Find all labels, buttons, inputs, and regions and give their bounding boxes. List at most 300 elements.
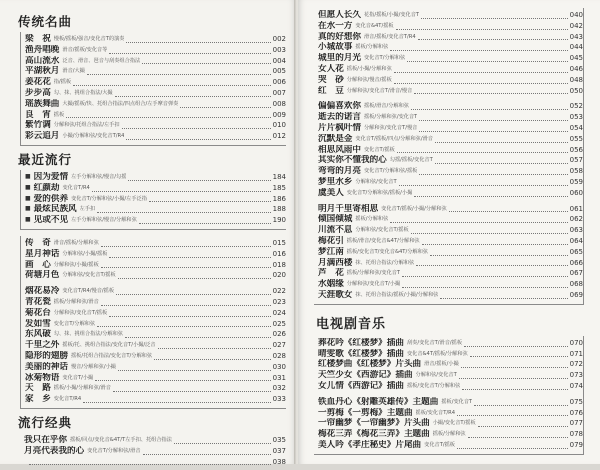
- leader-dots: [435, 163, 568, 164]
- toc-entry-note: 变化音T/摇板/小撮/分解和弦: [381, 205, 447, 212]
- toc-entry-page: 046: [569, 64, 583, 73]
- toc-entry-page: 042: [569, 21, 583, 30]
- bullet-icon: ■: [25, 183, 31, 191]
- leader-dots: [468, 437, 568, 438]
- toc-entry-title: 爱的供养: [33, 193, 69, 204]
- leader-dots: [149, 201, 271, 202]
- toc-entry-title: 明月千里寄相思: [318, 203, 379, 214]
- toc-entry-note: 摇板/小撮/分解和弦/滑音: [53, 385, 111, 392]
- toc-entry-page: 186: [272, 194, 286, 203]
- toc-entry-page: 056: [569, 145, 583, 154]
- toc-entry-page: 031: [272, 373, 286, 382]
- toc-entry-page: 072: [569, 360, 583, 369]
- toc-entry-page: 058: [569, 167, 583, 176]
- toc-entry-page: 003: [272, 45, 286, 54]
- toc-entry-note: 指/摇板: [53, 79, 72, 86]
- toc-entry-page: 052: [569, 102, 583, 111]
- toc-entry: [21, 270, 286, 281]
- toc-entry: [314, 290, 583, 301]
- toc-entry: [314, 225, 583, 236]
- toc-entry: [314, 247, 583, 258]
- toc-entry-title: 川流不息: [318, 225, 353, 236]
- toc-entry: [314, 177, 583, 188]
- toc-entry-note: 分解和弦/托组合指法/左手扣: [53, 122, 120, 129]
- toc-entry: [314, 188, 583, 199]
- toc-entry-page: 077: [569, 419, 583, 428]
- toc-entry-page: 188: [272, 205, 286, 214]
- toc-entry-note: 滑音/摇板/变化音等: [62, 46, 108, 53]
- toc-entry: [314, 204, 583, 215]
- toc-entry: [314, 338, 583, 349]
- toc-entry: [21, 319, 286, 330]
- toc-entry-page: 015: [272, 238, 286, 247]
- toc-entry-page: 025: [272, 319, 286, 328]
- toc-entry-note: 摇板/托、挑组合指法/变化音T/小撮/泛音: [62, 342, 156, 349]
- toc-entry-note: 分解和弦/变化音T: [415, 372, 457, 379]
- leader-dots: [422, 244, 568, 245]
- toc-entry: [21, 204, 286, 215]
- leader-dots: [478, 426, 568, 427]
- leader-dots: [399, 185, 568, 186]
- toc-entry: [314, 429, 583, 440]
- toc-entry: [20, 457, 286, 468]
- toc-entry-title: 弯弯的月亮: [318, 166, 361, 177]
- toc-entry-note: 变化音T/分解和弦/摇板: [363, 168, 418, 175]
- toc-entry-page: 020: [272, 271, 286, 280]
- toc-entry-title: 女儿情《西游记》插曲: [318, 380, 404, 391]
- leader-dots: [139, 223, 271, 224]
- toc-entry-note: 花指/摇板/小撮/变化音T: [363, 12, 420, 18]
- toc-entry-title: 红楼梦曲《红楼梦》片头曲: [318, 359, 422, 370]
- toc-entry-page: 005: [272, 67, 286, 76]
- toc-entry-note: 摇板/变化音T/R4: [415, 409, 456, 416]
- leader-dots: [419, 120, 567, 121]
- toc-entry: [21, 394, 286, 405]
- toc-entry-page: 033: [272, 395, 286, 404]
- leader-dots: [126, 42, 270, 43]
- toc-entry-note: 摇板/小撮/分解和弦: [346, 65, 392, 72]
- toc-entry: [314, 268, 583, 279]
- toc-entry-title: 青花瓷: [25, 296, 51, 307]
- leader-dots: [459, 378, 568, 379]
- toc-entry-title: 发如雪: [25, 318, 51, 329]
- toc-entry-title: 沉默是金: [318, 133, 353, 144]
- toc-entry-note: 分解和弦/小撮/摇板: [53, 261, 99, 268]
- toc-entry-page: 027: [272, 341, 286, 350]
- toc-entry-title: 梅花引: [318, 235, 344, 246]
- toc-entry-title: 东风破: [25, 329, 51, 340]
- toc-entry-note: 大撮/摇板/快、托组合指法/四点组合/左手摩音弹奏: [62, 100, 179, 107]
- toc-entry: [314, 408, 583, 419]
- leader-dots: [414, 196, 567, 197]
- leader-dots: [87, 74, 271, 75]
- toc-entry-page: 076: [569, 408, 583, 417]
- leader-dots: [470, 356, 568, 357]
- leader-dots: [397, 152, 568, 153]
- toc-entry-page: 079: [569, 440, 583, 449]
- toc-group: [20, 236, 286, 409]
- section-title: 最近流行: [18, 151, 73, 167]
- toc-entry: [314, 134, 583, 145]
- toc-entry: [314, 418, 583, 429]
- leader-dots: [158, 348, 271, 349]
- bullet-icon: ■: [25, 216, 31, 224]
- toc-entry-note: 摇板/分解和弦/变化音T: [363, 114, 418, 121]
- toc-entry-page: 009: [272, 110, 286, 119]
- toc-entry-note: 慢板/摇板/强音/变化音T的演奏: [53, 36, 125, 42]
- toc-entry-title: 红 豆: [318, 85, 344, 96]
- toc-entry: [314, 86, 583, 97]
- leader-dots: [109, 53, 270, 54]
- bullet-icon: ■: [25, 194, 31, 202]
- toc-entry: [21, 340, 286, 351]
- toc-entry-note: 分解和弦/变化音T: [355, 178, 397, 185]
- toc-entry-page: 057: [569, 156, 583, 165]
- toc-entry-page: 078: [569, 430, 583, 439]
- toc-entry-title: 瑶族舞曲: [25, 98, 60, 109]
- toc-entry-note: 勾、抹、挑组合指法/大撮: [53, 89, 113, 96]
- leader-dots: [449, 211, 568, 212]
- toc-entry-title: 因为爱情: [33, 171, 69, 182]
- toc-entry-title: 逝去的诺言: [318, 112, 361, 123]
- toc-entry-title: 真的好想你: [318, 31, 361, 42]
- toc-entry-title: 一剪梅《一剪梅》主题曲: [318, 407, 413, 418]
- toc-entry-page: 022: [272, 287, 286, 296]
- toc-entry-note: 变化音T/R4/慢音/摇板: [62, 288, 115, 295]
- toc-entry-page: 068: [569, 280, 583, 289]
- toc-entry-page: 063: [569, 226, 583, 235]
- toc-entry: [21, 308, 286, 319]
- left-page: [0, 0, 296, 464]
- toc-entry: [314, 349, 583, 360]
- toc-entry: [21, 120, 286, 131]
- toc-entry: [314, 155, 583, 166]
- leader-dots: [95, 380, 270, 381]
- leader-dots: [109, 316, 270, 317]
- toc-group: [20, 32, 286, 146]
- toc-entry: [21, 34, 286, 45]
- toc-entry-title: 月亮代表我的心: [24, 445, 85, 456]
- toc-entry-note: 刮奏/变化音T/滑音/摇板: [406, 339, 463, 346]
- toc-entry-title: 小城故事: [318, 42, 353, 53]
- leader-dots: [142, 63, 270, 64]
- toc-entry: [314, 258, 583, 269]
- toc-entry: [21, 77, 286, 88]
- toc-entry-page: 061: [569, 204, 583, 213]
- leader-dots: [407, 61, 567, 62]
- toc-entry-title: 芦 花: [318, 268, 344, 279]
- leader-dots: [390, 222, 567, 223]
- toc-entry-title: 美丽的神话: [25, 361, 68, 372]
- toc-entry-note: 摇板/变化音T/变化音&4T/分解和弦: [346, 248, 428, 255]
- toc-entry-title: 姜花花: [25, 77, 51, 88]
- toc-entry: [21, 172, 286, 183]
- toc-entry-title: 美人吟《孝庄秘史》片尾曲: [318, 439, 422, 450]
- leader-dots: [440, 298, 567, 299]
- toc-entry-title: 但愿人长久: [318, 10, 361, 20]
- toc-entry-title: 平湖秋月: [25, 66, 60, 77]
- toc-entry-note: 分解和弦/变化音T/摇板: [53, 309, 108, 316]
- toc-entry-title: 倾国倾城: [318, 214, 353, 225]
- leader-dots: [457, 415, 568, 416]
- toc-entry-title: 城里的月光: [318, 53, 361, 64]
- toc-entry-page: 185: [272, 183, 286, 192]
- section-title: 流行经典: [18, 414, 73, 430]
- toc-entry-page: 066: [569, 258, 583, 267]
- toc-entry-page: 040: [569, 11, 583, 19]
- toc-entry-title: 晴雯歌《红楼梦》插曲: [318, 348, 404, 359]
- toc-entry-note: 左手扣: [79, 206, 96, 213]
- toc-entry-note: 摇板/变化音T: [441, 398, 473, 405]
- toc-entry: [21, 286, 286, 297]
- toc-entry-note: 摇板/分解和弦: [432, 431, 466, 438]
- leader-dots: [416, 265, 567, 266]
- toc-entry-page: 024: [272, 308, 286, 317]
- toc-entry-note: 摇板/滑音/分解和弦: [363, 103, 409, 110]
- toc-entry-page: 053: [569, 113, 583, 122]
- leader-dots: [394, 72, 568, 73]
- toc-entry: [21, 66, 286, 77]
- toc-entry-note: 摇板/分解和弦: [355, 44, 389, 51]
- toc-entry-title: 千里之外: [25, 340, 60, 351]
- toc-entry: [314, 397, 583, 408]
- leader-dots: [421, 18, 568, 19]
- leader-dots: [394, 83, 568, 84]
- toc-entry-note: 摇板: [53, 111, 65, 118]
- toc-entry-note: 摇板/变化音T/分解和弦: [406, 382, 461, 389]
- toc-entry-note: 勾、抹、挑组合指法/分解和弦: [53, 331, 123, 338]
- toc-entry-title: 红颜劫: [33, 182, 60, 193]
- toc-entry-title: 铁血丹心《射雕英雄传》主题曲: [318, 396, 439, 407]
- toc-entry-title: 在水一方: [318, 20, 353, 31]
- toc-entry: [314, 42, 583, 53]
- leader-dots: [128, 180, 270, 181]
- toc-group: [314, 8, 584, 305]
- toc-entry: [21, 249, 286, 260]
- toc-entry-note: 分解和弦/变化音T/摇板: [355, 227, 409, 234]
- toc-entry: [314, 359, 583, 370]
- toc-entry: [314, 145, 583, 156]
- toc-entry-title: 片片枫叶情: [318, 122, 361, 133]
- leader-dots: [390, 50, 567, 51]
- toc-entry-title: 画 心: [25, 259, 51, 270]
- toc-entry-title: 天竺少女《西游记》插曲: [318, 370, 413, 381]
- toc-entry-title: 见或不见: [33, 215, 69, 226]
- toc-entry-title: 最炫民族风: [33, 204, 77, 215]
- toc-entry: [314, 214, 583, 225]
- toc-entry-title: 葬花吟《红楼梦》插曲: [318, 337, 404, 348]
- toc-entry-title: 偏偏喜欢你: [318, 101, 361, 112]
- toc-entry-note: 抹、托组合指法/摇板/小撮/分解和弦: [355, 291, 439, 298]
- toc-entry-note: 摇板/分解和弦/变化音T: [346, 270, 401, 277]
- toc-entry-note: 勾摇/摇板/变化音T: [389, 157, 433, 164]
- leader-dots: [101, 246, 271, 247]
- toc-entry: [21, 362, 286, 373]
- leader-dots: [101, 305, 271, 306]
- toc-entry-note: 小撮/变化音T/摇板: [432, 420, 476, 427]
- leader-dots: [402, 276, 567, 277]
- toc-entry-title: 月满西楼: [318, 257, 353, 268]
- toc-entry-page: 190: [272, 216, 286, 225]
- toc-entry: [20, 446, 286, 457]
- toc-entry-page: 008: [272, 99, 286, 108]
- toc-entry-page: 074: [569, 381, 583, 390]
- toc-entry: [21, 215, 286, 226]
- leader-dots: [174, 443, 271, 444]
- toc-entry-note: 抹、托组合指法/分解和弦: [355, 259, 415, 266]
- leader-dots: [154, 359, 271, 360]
- toc-entry-note: 分解和弦/变化音T/滑音/慢音: [346, 87, 413, 94]
- toc-entry-page: 054: [569, 123, 583, 132]
- toc-entry-title: 虞美人: [318, 187, 344, 198]
- toc-entry-title: 梁 祝: [25, 34, 51, 44]
- toc-entry-note: 变化音T/分解和弦/摇板/小撮: [346, 189, 413, 196]
- toc-entry-page: 073: [569, 371, 583, 380]
- leader-dots: [419, 174, 567, 175]
- leader-dots: [435, 142, 568, 143]
- toc-entry: [314, 75, 583, 86]
- toc-entry-title: 相思风雨中: [318, 144, 361, 155]
- toc-entry-note: 变化音T/R4: [53, 396, 82, 403]
- leader-dots: [143, 454, 271, 455]
- toc-entry-note: 滑音/摇板/小撮: [424, 361, 459, 368]
- leader-dots: [464, 346, 568, 347]
- toc-entry-page: 075: [569, 397, 583, 406]
- toc-entry-note: 变化音T/摇板: [424, 441, 455, 448]
- right-page: [298, 0, 600, 464]
- toc-entry-page: 069: [569, 290, 583, 299]
- toc-entry-page: 028: [272, 351, 286, 360]
- toc-entry-page: 048: [569, 75, 583, 84]
- toc-entry: [314, 101, 583, 112]
- toc-group: [314, 336, 584, 455]
- toc-entry-page: 055: [569, 134, 583, 143]
- toc-entry-title: 良 宵: [25, 109, 51, 120]
- toc-entry-title: 隐形的翅膀: [25, 350, 68, 361]
- leader-dots: [419, 131, 567, 132]
- leader-dots: [418, 39, 568, 40]
- toc-entry: [314, 279, 583, 290]
- toc-entry-note: 变化音T/小撮: [62, 374, 94, 381]
- leader-dots: [97, 212, 270, 213]
- toc-entry: [314, 21, 583, 32]
- leader-dots: [180, 107, 270, 108]
- toc-entry-note: 滑音/大撮: [62, 68, 85, 75]
- toc-entry-note: 变化音T/摇板: [363, 146, 395, 153]
- toc-entry-page: 035: [272, 435, 286, 444]
- toc-entry: [314, 112, 583, 123]
- toc-entry-note: 变化音T/摇板/四点/分解和弦/滑音: [355, 135, 433, 142]
- toc-entry: [21, 131, 286, 142]
- toc-entry-page: 062: [569, 215, 583, 224]
- leader-dots: [109, 257, 270, 258]
- toc-entry-page: 032: [272, 384, 286, 393]
- toc-entry-page: 002: [272, 35, 286, 43]
- section-title: 电视剧音乐: [316, 316, 387, 332]
- leader-dots: [402, 287, 567, 288]
- leader-dots: [457, 448, 568, 449]
- toc-entry: [20, 435, 286, 446]
- toc-entry-page: 045: [569, 54, 583, 63]
- toc-entry: [314, 10, 583, 21]
- toc-entry-page: 071: [569, 349, 583, 358]
- toc-entry-title: 其实你不懂我的心: [318, 155, 387, 166]
- toc-entry-page: 007: [272, 88, 286, 97]
- toc-entry: [314, 166, 583, 177]
- toc-entry: [21, 88, 286, 99]
- toc-entry-note: 左手分解和弦/慢音/勾摇: [71, 173, 127, 180]
- toc-entry-note: 变化音T/R4: [62, 184, 90, 191]
- leader-dots: [430, 255, 568, 256]
- toc-entry: [21, 194, 286, 205]
- leader-dots: [83, 402, 270, 403]
- leader-dots: [113, 391, 271, 392]
- toc-entry-title: 冰菊物语: [25, 372, 60, 383]
- toc-entry: [314, 236, 583, 247]
- toc-entry-note: 分解和弦/变化音T/摇板: [62, 272, 116, 279]
- toc-entry-page: 060: [569, 188, 583, 197]
- toc-entry-page: 067: [569, 269, 583, 278]
- toc-entry-note: 左手分解和弦/慢音/分解和弦: [71, 217, 137, 224]
- toc-entry-note: 泛音、滑音、琶音与刮奏组合指法: [62, 57, 141, 64]
- toc-entry-note: 滑音/摇板/变化音T/R4: [363, 33, 416, 40]
- section-title: 传统名曲: [18, 14, 73, 29]
- toc-entry-page: 064: [569, 236, 583, 245]
- toc-entry-title: 紫竹调: [25, 120, 51, 131]
- toc-entry: [21, 238, 286, 249]
- toc-entry-page: 004: [272, 56, 286, 65]
- leader-dots: [461, 367, 568, 368]
- toc-group: [20, 170, 286, 230]
- toc-entry-page: 030: [272, 362, 286, 371]
- toc-entry-title: 女人花: [318, 63, 344, 74]
- toc-entry-note: 分解和弦/慢音/摇板: [346, 76, 392, 83]
- toc-entry-page: 026: [272, 330, 286, 339]
- toc-entry-title: 高山流水: [25, 55, 60, 66]
- leader-dots: [462, 389, 567, 390]
- toc-entry-note: 分解和弦/变化音T/慢音: [363, 124, 418, 131]
- toc-group: [20, 433, 286, 470]
- leader-dots: [118, 370, 271, 371]
- toc-entry-page: 043: [569, 32, 583, 41]
- toc-entry-title: 星月神话: [25, 248, 60, 259]
- leader-dots: [115, 96, 271, 97]
- toc-entry-note: 摇板/滑音/变化音&4T/分解和弦: [346, 237, 420, 244]
- toc-entry-title: 水姻缘: [318, 279, 344, 290]
- toc-entry-note: 摇板/托组合指法/变化音T/分解和弦: [70, 352, 153, 359]
- toc-entry-title: 荷塘月色: [25, 270, 60, 281]
- toc-entry-page: 012: [272, 132, 286, 141]
- toc-entry: [21, 56, 286, 67]
- toc-entry-note: 滑音/摇板/分解和弦: [53, 239, 99, 246]
- toc-entry-title: 梅花三弄《梅花三弄》主题曲: [318, 429, 430, 440]
- toc-entry-page: 023: [272, 297, 286, 306]
- toc-entry-title: 天 路: [25, 383, 51, 394]
- toc-entry-page: 059: [569, 177, 583, 186]
- toc-entry-title: 传 奇: [25, 237, 51, 248]
- toc-entry: [21, 110, 286, 121]
- toc-entry-page: 038: [272, 457, 286, 466]
- leader-dots: [73, 85, 271, 86]
- toc-entry: [21, 260, 286, 271]
- toc-entry-note: 变化音T/分解和弦/滑音: [87, 447, 141, 454]
- toc-entry-note: 变化音T/分解和弦/小撮/左手泛指: [71, 195, 147, 202]
- toc-entry-page: 184: [272, 172, 286, 181]
- toc-entry: [314, 381, 583, 392]
- toc-entry: [21, 383, 286, 394]
- toc-entry: [21, 351, 286, 362]
- toc-entry: [314, 64, 583, 75]
